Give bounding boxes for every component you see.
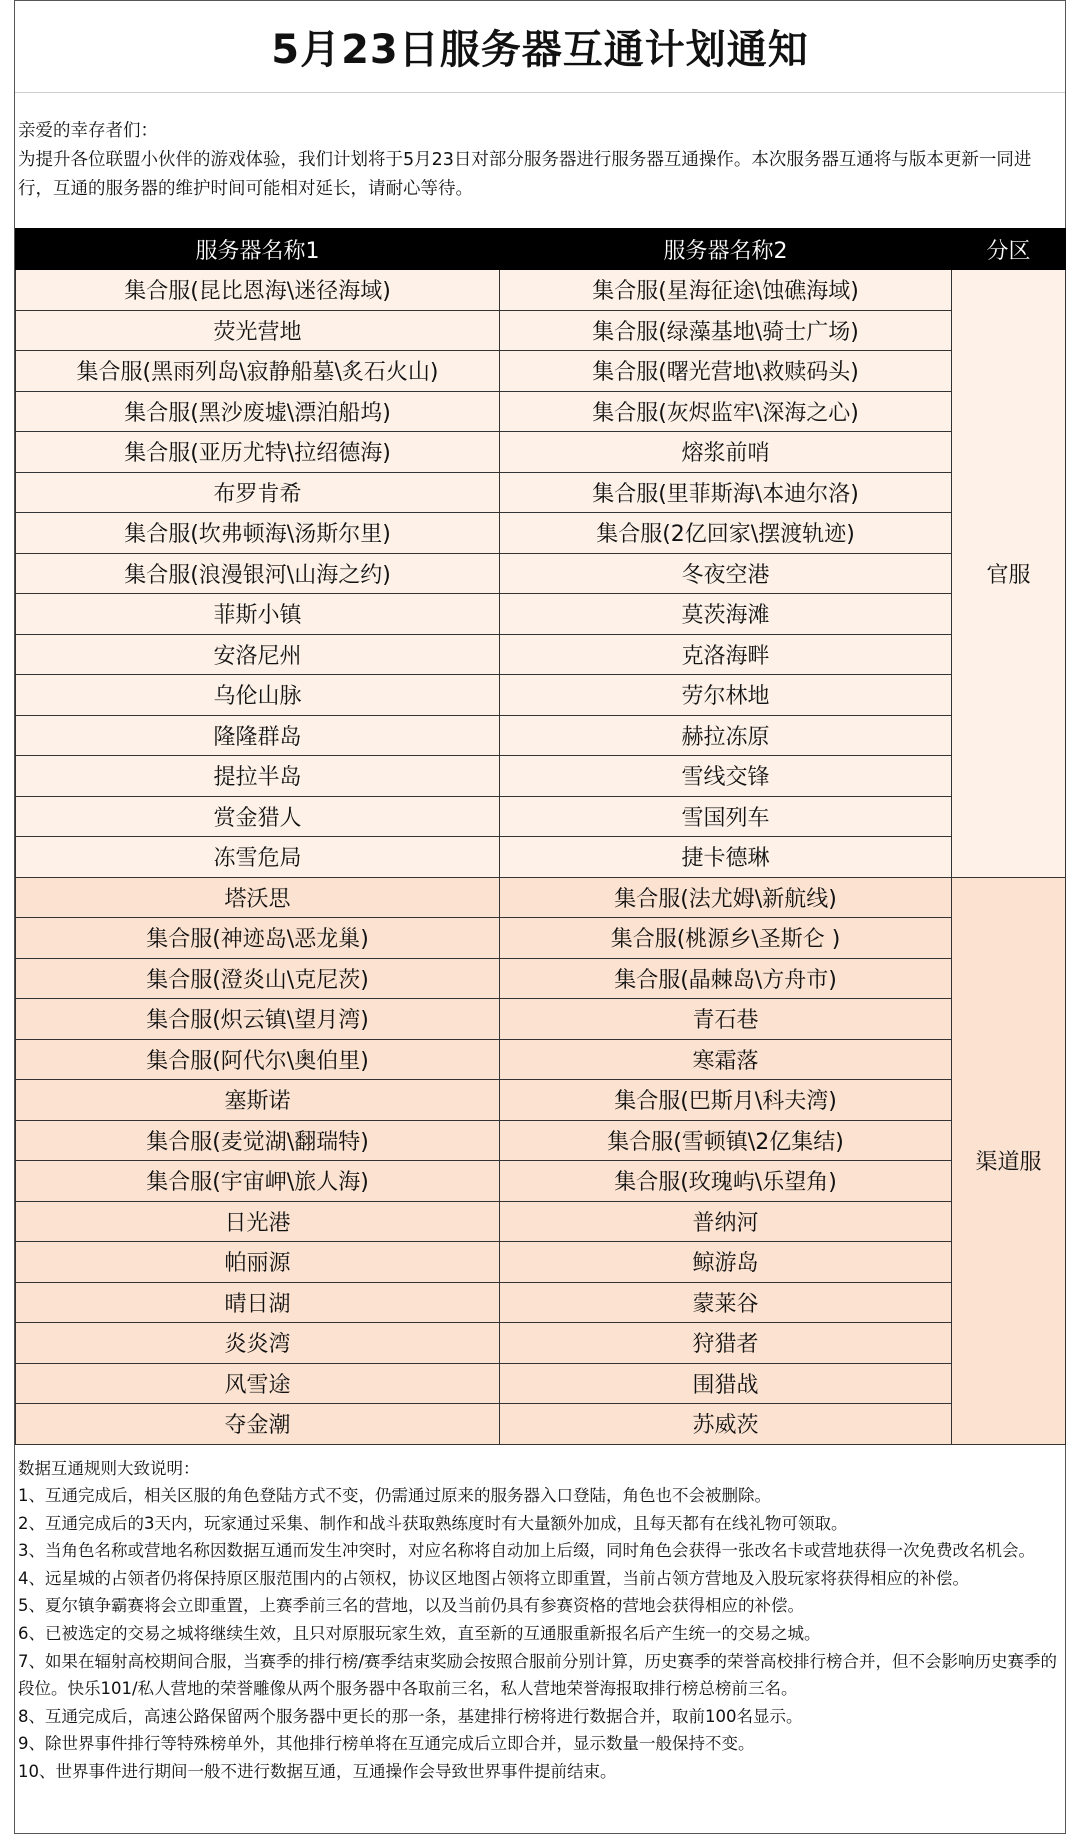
server-name-2-cell: 围猎战 bbox=[500, 1363, 952, 1404]
table-row bbox=[16, 351, 1066, 392]
server-merge-table bbox=[15, 228, 1066, 1445]
table-row bbox=[16, 837, 1066, 878]
page-title: 5月23日服务器互通计划通知 bbox=[15, 1, 1065, 93]
server-name-2-cell: 鲸游岛 bbox=[500, 1242, 952, 1283]
table-row bbox=[16, 270, 1066, 311]
rule-item: 7、如果在辐射高校期间合服，当赛季的排行榜/赛季结束奖励会按照合服前分别计算，历史赛季的荣誉高校排行榜合并，但不会影响历史赛季的段位。快乐101/私人营地的荣誉雕像从两个服务器中各取前三名，私人营地荣誉海报取排行榜总榜前三名。 bbox=[18, 1651, 1058, 1699]
server-name-2-cell: 莫茨海滩 bbox=[500, 594, 952, 635]
server-name-1-cell: 集合服(神迹岛\恶龙巢) bbox=[16, 918, 500, 959]
server-name-1-cell: 赏金猎人 bbox=[16, 796, 500, 837]
server-name-2-cell: 冬夜空港 bbox=[500, 553, 952, 594]
server-name-1-cell: 集合服(麦觉湖\翻瑞特) bbox=[16, 1120, 500, 1161]
zone-cell: 渠道服 bbox=[952, 877, 1066, 1444]
server-name-1-cell: 提拉半岛 bbox=[16, 756, 500, 797]
table-row bbox=[16, 999, 1066, 1040]
server-name-2-cell: 集合服(灰烬监牢\深海之心) bbox=[500, 391, 952, 432]
rule-item: 4、远星城的占领者仍将保持原区服范围内的占领权，协议区地图占领将立即重置，当前占领方营地及入股玩家将获得相应的补偿。 bbox=[18, 1568, 969, 1588]
server-name-2-cell: 捷卡德琳 bbox=[500, 837, 952, 878]
table-row bbox=[16, 1080, 1066, 1121]
intro-greeting: 亲爱的幸存者们： bbox=[18, 121, 158, 141]
server-name-1-cell: 集合服(浪漫银河\山海之约) bbox=[16, 553, 500, 594]
table-row bbox=[16, 1161, 1066, 1202]
server-name-2-cell: 集合服(桃源乡\圣斯仑 ) bbox=[500, 918, 952, 959]
server-name-1-cell: 夺金潮 bbox=[16, 1404, 500, 1445]
table-row bbox=[16, 432, 1066, 473]
intro-body: 为提升各位联盟小伙伴的游戏体验，我们计划将于5月23日对部分服务器进行服务器互通操作。本次服务器互通将与版本更新一同进行，互通的服务器的维护时间可能相对延长，请耐心等待。 bbox=[18, 150, 1032, 199]
table-row bbox=[16, 594, 1066, 635]
table-row bbox=[16, 310, 1066, 351]
server-name-2-cell: 集合服(2亿回家\摆渡轨迹) bbox=[500, 513, 952, 554]
server-name-1-cell: 风雪途 bbox=[16, 1363, 500, 1404]
server-name-2-cell: 熔浆前哨 bbox=[500, 432, 952, 473]
rule-item: 10、世界事件进行期间一般不进行数据互通，互通操作会导致世界事件提前结束。 bbox=[18, 1762, 617, 1782]
server-name-2-cell: 青石巷 bbox=[500, 999, 952, 1040]
server-name-1-cell: 炎炎湾 bbox=[16, 1323, 500, 1364]
table-row bbox=[16, 958, 1066, 999]
table-row bbox=[16, 472, 1066, 513]
server-name-1-cell: 集合服(阿代尔\奥伯里) bbox=[16, 1039, 500, 1080]
server-name-2-cell: 集合服(曙光营地\救赎码头) bbox=[500, 351, 952, 392]
server-name-1-cell: 集合服(黑雨列岛\寂静船墓\炙石火山) bbox=[16, 351, 500, 392]
table-row bbox=[16, 796, 1066, 837]
server-name-1-cell: 隆隆群岛 bbox=[16, 715, 500, 756]
table-row bbox=[16, 391, 1066, 432]
table-row bbox=[16, 756, 1066, 797]
server-name-2-cell: 集合服(里菲斯海\本迪尔洛) bbox=[500, 472, 952, 513]
server-name-2-cell: 雪线交锋 bbox=[500, 756, 952, 797]
table-row bbox=[16, 513, 1066, 554]
table-body bbox=[16, 270, 1066, 1445]
server-name-1-cell: 日光港 bbox=[16, 1201, 500, 1242]
table-row bbox=[16, 715, 1066, 756]
table-row bbox=[16, 918, 1066, 959]
table-row bbox=[16, 1039, 1066, 1080]
notice-page bbox=[14, 0, 1066, 1834]
server-name-2-cell: 赫拉冻原 bbox=[500, 715, 952, 756]
server-name-1-cell: 帕丽源 bbox=[16, 1242, 500, 1283]
server-name-2-cell: 苏威茨 bbox=[500, 1404, 952, 1445]
rule-item: 2、互通完成后的3天内，玩家通过采集、制作和战斗获取熟练度时有大量额外加成，且每天都有在线礼物可领取。 bbox=[18, 1513, 848, 1533]
table-row bbox=[16, 1363, 1066, 1404]
server-name-1-cell: 塔沃思 bbox=[16, 877, 500, 918]
server-name-1-cell: 晴日湖 bbox=[16, 1282, 500, 1323]
rule-item: 3、当角色名称或营地名称因数据互通而发生冲突时，对应名称将自动加上后缀，同时角色会获得一张改名卡或营地获得一次免费改名机会。 bbox=[18, 1541, 1035, 1561]
server-name-2-cell: 集合服(巴斯月\科夫湾) bbox=[500, 1080, 952, 1121]
server-name-2-cell: 劳尔林地 bbox=[500, 675, 952, 716]
rules-section bbox=[15, 1445, 1065, 1786]
server-name-2-cell: 集合服(绿藻基地\骑士广场) bbox=[500, 310, 952, 351]
table-row bbox=[16, 675, 1066, 716]
server-name-1-cell: 集合服(炽云镇\望月湾) bbox=[16, 999, 500, 1040]
rule-item: 8、互通完成后，高速公路保留两个服务器中更长的那一条，基建排行榜将进行数据合并，取前100名显示。 bbox=[18, 1706, 803, 1726]
rule-item: 1、互通完成后，相关区服的角色登陆方式不变，仍需通过原来的服务器入口登陆，角色也不会被删除。 bbox=[18, 1486, 771, 1506]
server-name-1-cell: 塞斯诺 bbox=[16, 1080, 500, 1121]
server-name-2-cell: 集合服(玫瑰屿\乐望角) bbox=[500, 1161, 952, 1202]
server-name-1-cell: 集合服(宇宙岬\旅人海) bbox=[16, 1161, 500, 1202]
table-row bbox=[16, 1242, 1066, 1283]
zone-cell: 官服 bbox=[952, 270, 1066, 878]
server-name-1-cell: 冻雪危局 bbox=[16, 837, 500, 878]
server-name-1-cell: 集合服(昆比恩海\迷径海域) bbox=[16, 270, 500, 311]
server-name-1-cell: 集合服(黑沙废墟\漂泊船坞) bbox=[16, 391, 500, 432]
server-name-1-cell: 集合服(澄炎山\克尼茨) bbox=[16, 958, 500, 999]
header-zone: 分区 bbox=[952, 229, 1066, 270]
server-name-2-cell: 普纳河 bbox=[500, 1201, 952, 1242]
table-row bbox=[16, 1404, 1066, 1445]
server-name-2-cell: 集合服(晶棘岛\方舟市) bbox=[500, 958, 952, 999]
table-row bbox=[16, 1120, 1066, 1161]
table-header-row bbox=[16, 229, 1066, 270]
rule-item: 6、已被选定的交易之城将继续生效，且只对原服玩家生效，直至新的互通服重新报名后产生统一的交易之城。 bbox=[18, 1624, 821, 1644]
server-name-2-cell: 集合服(法尤姆\新航线) bbox=[500, 877, 952, 918]
rules-heading: 数据互通规则大致说明： bbox=[18, 1458, 200, 1478]
server-name-1-cell: 乌伦山脉 bbox=[16, 675, 500, 716]
server-name-1-cell: 安洛尼州 bbox=[16, 634, 500, 675]
rules-list bbox=[18, 1482, 1062, 1786]
header-server-name-2: 服务器名称2 bbox=[500, 229, 952, 270]
table-row bbox=[16, 1282, 1066, 1323]
table-row bbox=[16, 877, 1066, 918]
server-name-1-cell: 布罗肯希 bbox=[16, 472, 500, 513]
intro-section bbox=[15, 93, 1065, 228]
server-name-2-cell: 狩猎者 bbox=[500, 1323, 952, 1364]
table-row bbox=[16, 553, 1066, 594]
table-row bbox=[16, 1201, 1066, 1242]
server-name-1-cell: 菲斯小镇 bbox=[16, 594, 500, 635]
server-name-1-cell: 荧光营地 bbox=[16, 310, 500, 351]
rule-item: 5、夏尔镇争霸赛将会立即重置，上赛季前三名的营地，以及当前仍具有参赛资格的营地会获得相应的补偿。 bbox=[18, 1596, 804, 1616]
server-name-2-cell: 克洛海畔 bbox=[500, 634, 952, 675]
server-name-2-cell: 集合服(星海征途\蚀礁海域) bbox=[500, 270, 952, 311]
table-row bbox=[16, 1323, 1066, 1364]
header-server-name-1: 服务器名称1 bbox=[16, 229, 500, 270]
server-name-2-cell: 寒霜落 bbox=[500, 1039, 952, 1080]
server-name-1-cell: 集合服(坎弗顿海\汤斯尔里) bbox=[16, 513, 500, 554]
rule-item: 9、除世界事件排行等特殊榜单外，其他排行榜单将在互通完成后立即合并，显示数量一般保持不变。 bbox=[18, 1734, 755, 1754]
server-name-2-cell: 集合服(雪顿镇\2亿集结) bbox=[500, 1120, 952, 1161]
server-name-2-cell: 蒙莱谷 bbox=[500, 1282, 952, 1323]
server-name-2-cell: 雪国列车 bbox=[500, 796, 952, 837]
table-row bbox=[16, 634, 1066, 675]
server-name-1-cell: 集合服(亚历尤特\拉绍德海) bbox=[16, 432, 500, 473]
